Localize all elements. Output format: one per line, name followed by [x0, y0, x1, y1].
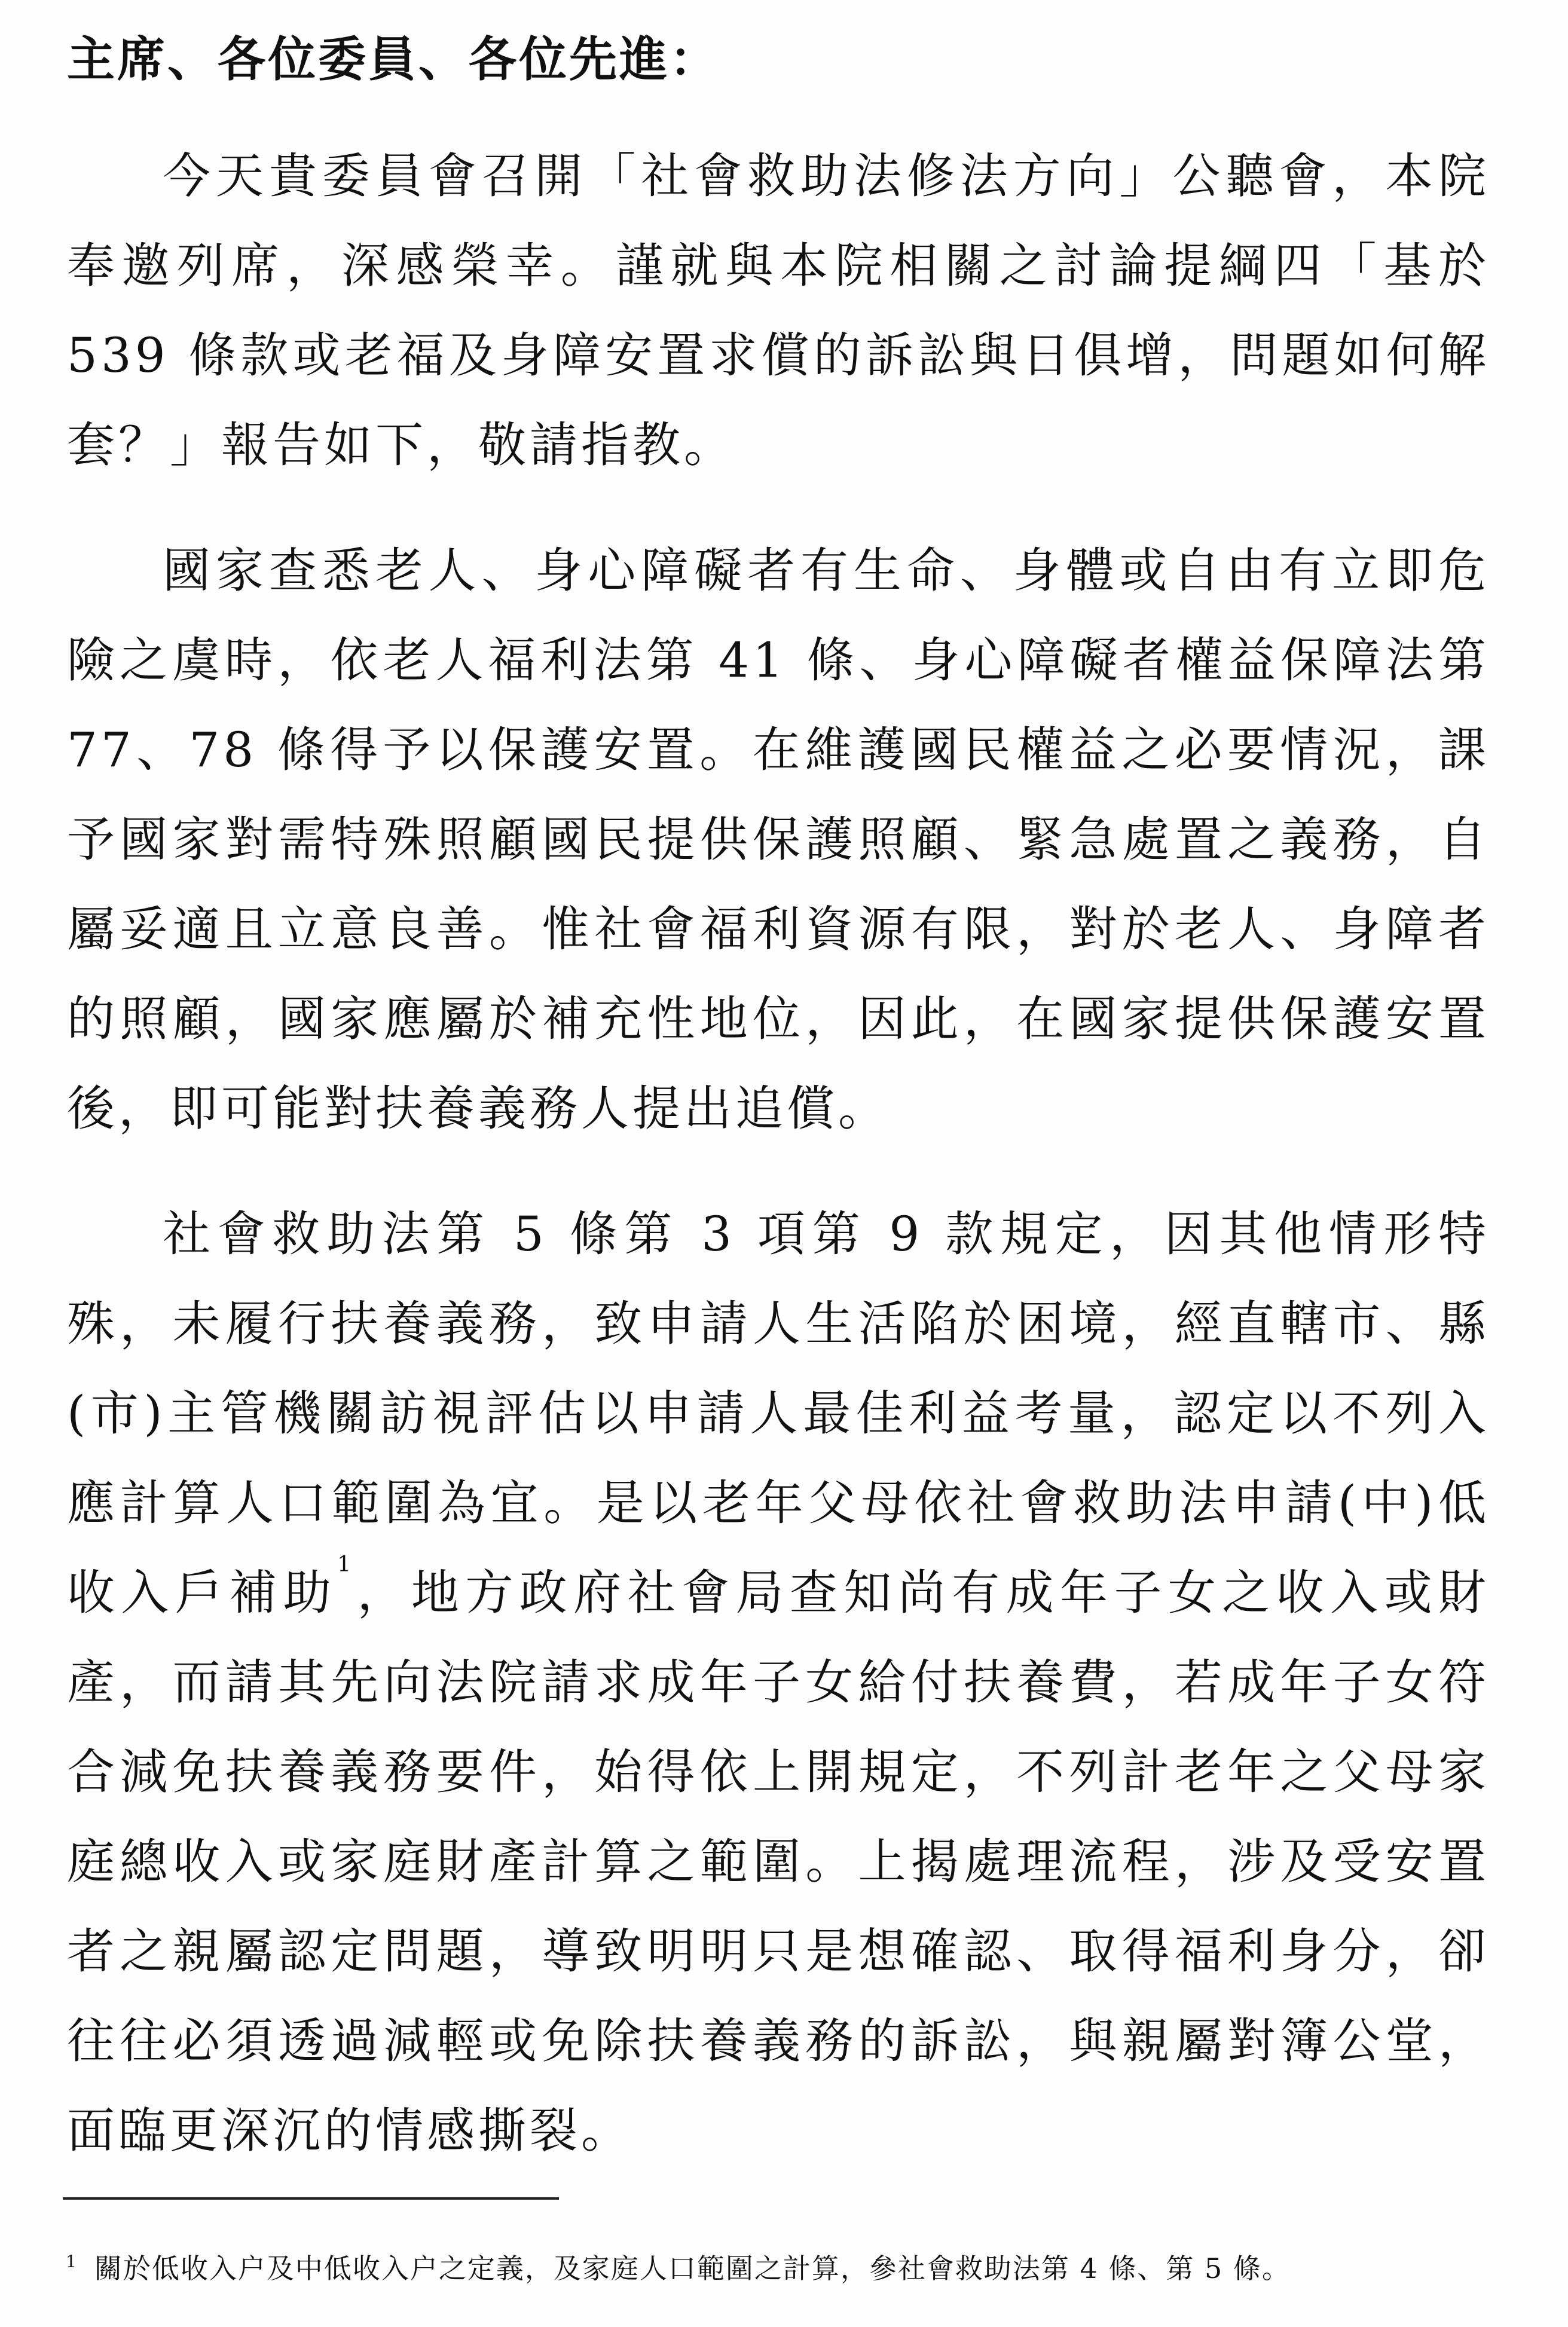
document-body: [67, 132, 1490, 2212]
paragraph-social-assistance-text-after: ，地方政府社會局查知尚有成年子女之收入或財產，而請其先向法院請求成年子女給付扶養費，若成年子女符合減免扶養義務要件，始得依上開規定，不列計老年之父母家庭總收入或家庭財產計算之範圍。上揭處理流程，涉及受安置者之親屬認定問題，導致明明只是想確認、取得福利身分，卻往往必須透過減輕或免除扶養義務的訴訟，與親屬對簿公堂，面臨更深沉的情感撕裂。: [67, 1565, 1490, 2158]
paragraph-social-assistance-text-before: 社會救助法第 5 條第 3 項第 9 款規定，因其他情形特殊，未履行扶養義務，致申請人生活陷於困境，經直轄市、縣(市)主管機關訪視評估以申請人最佳利益考量，認定以不列入應計算人口範圍為宜。是以老年父母依社會救助法申請(中)低收入戶補助: [67, 1206, 1490, 1620]
footnote: [66, 2248, 1291, 2294]
footnote-text: 關於低收入户及中低收入户之定義，及家庭人口範圍之計算，參社會救助法第 4 條、第 5 條。: [94, 2252, 1291, 2285]
paragraph-protection-placement: [67, 526, 1490, 1154]
salutation-heading: 主席、各位委員、各位先進：: [67, 32, 720, 87]
footnote-marker: 1: [66, 2252, 78, 2271]
paragraph-social-assistance: [67, 1190, 1490, 2176]
footnote-divider: [63, 2197, 559, 2200]
paragraph-protection-text: 國家查悉老人、身心障礙者有生命、身體或自由有立即危險之虞時，依老人福利法第 41 條、身心障礙者權益保障法第 77、78 條得予以保護安置。在維護國民權益之必要情況，課予國家對需特殊照顧國民提供保護照顧、緊急處置之義務，自屬妥適且立意良善。惟社會福利資源有限，對於老人、身障者的照顧，國家應屬於補充性地位，因此，在國家提供保護安置後，即可能對扶養義務人提出追償。: [67, 543, 1490, 1136]
footnote-reference[interactable]: 1: [337, 1552, 355, 1577]
paragraph-intro: [67, 132, 1490, 490]
paragraph-intro-text: 今天貴委員會召開「社會救助法修法方向」公聽會，本院奉邀列席，深感榮幸。謹就與本院相關之討論提綱四「基於 539 條款或老福及身障安置求償的訴訟與日俱增，問題如何解套？」報告如下，敬請指教。: [67, 148, 1490, 473]
